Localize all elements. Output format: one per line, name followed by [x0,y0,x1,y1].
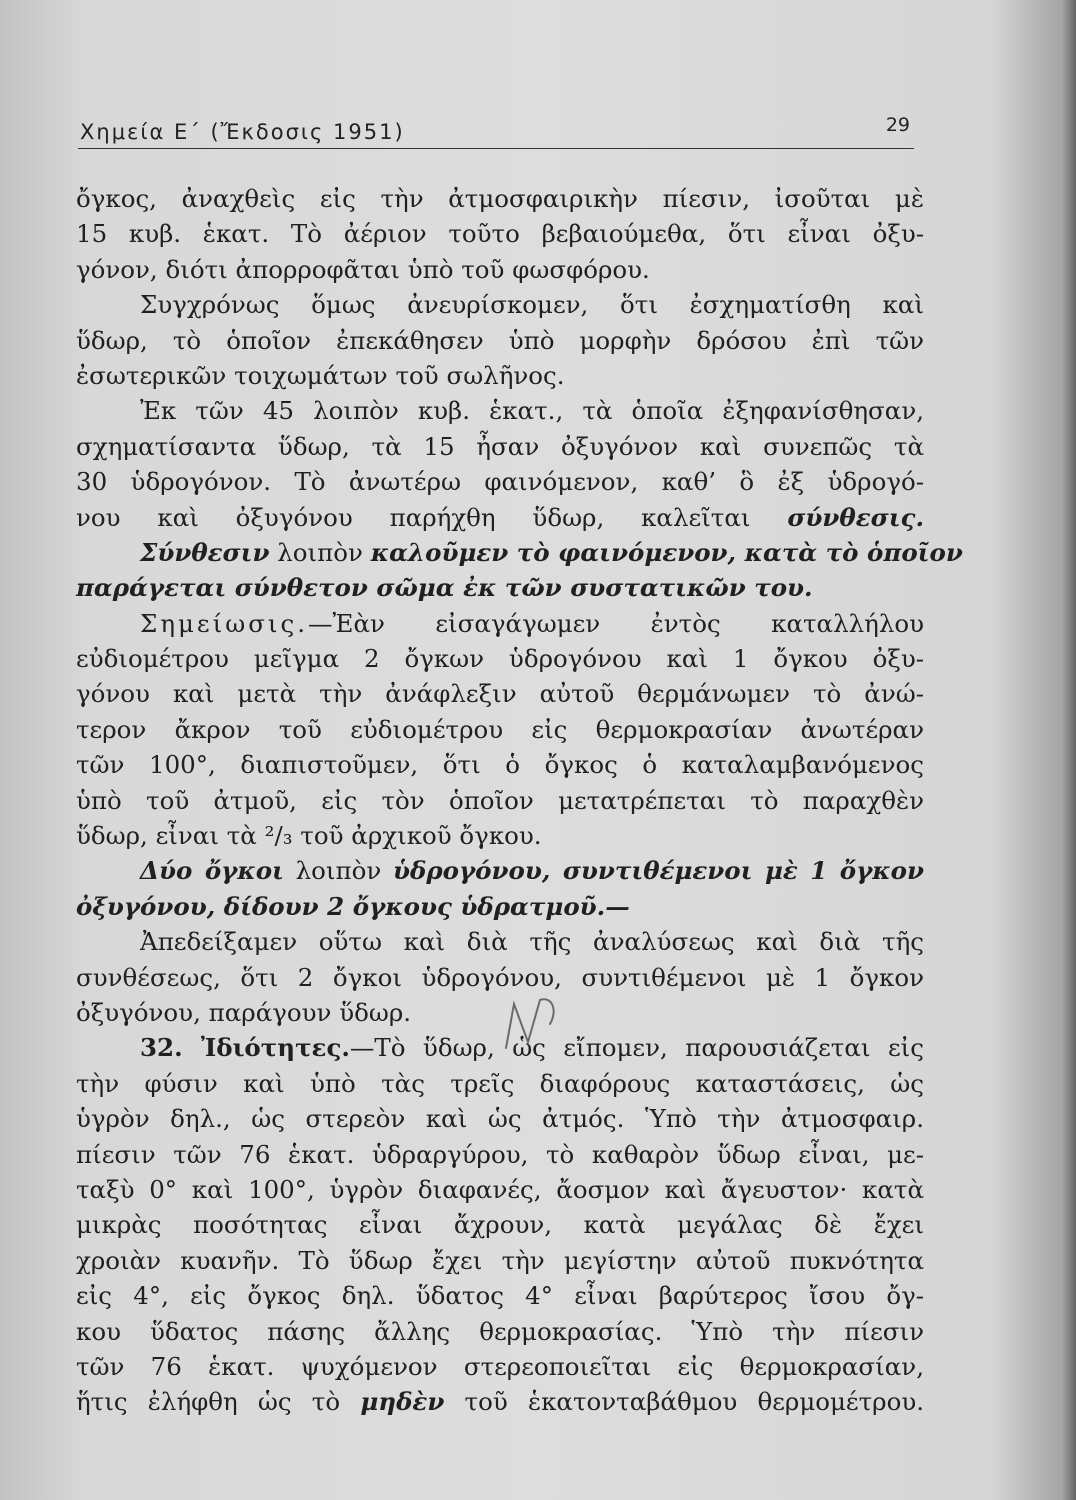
text-line: εἰς 4°, εἰς ὄγκος δηλ. ὕδατος 4° εἶναι βαρύτερος ἴσου ὄγ- [76,1281,924,1311]
text-line: ὑπὸ τοῦ ἀτμοῦ, εἰς τὸν ὁποῖον μετατρέπεται τὸ παραχθὲν [76,785,924,815]
term-synthesin: Σύνθεσιν [140,537,270,567]
rule-line: ὀξυγόνου, δίδουν 2 ὄγκους ὑδρατμοῦ.— [76,891,630,921]
text-line: Ἐκ τῶν 45 λοιπὸν κυβ. ἑκατ., τὰ ὁποῖα ἐξηφανίσθησαν, [140,396,924,426]
text-line: τῶν 100°, διαπιστοῦμεν, ὅτι ὁ ὄγκος ὁ καταλαμβανόμενος [76,750,924,780]
note-heading: Σημείωσις. [140,608,309,638]
page-number: 29 [885,114,910,136]
text-fragment: λοιπὸν [295,856,382,886]
running-title: Χημεία Ε΄ (Ἔκδοσις 1951) [80,120,405,144]
note-line [76,606,924,641]
section-heading: 32. Ἰδιότητες. [140,1033,350,1063]
text-line: ταξὺ 0° καὶ 100°, ὑγρὸν διαφανές, ἄοσμον καὶ ἄγευστον· κατὰ [76,1174,924,1204]
rule-line [76,853,924,888]
text-line [76,1384,924,1419]
text-line: ὕδωρ, εἶναι τὰ ²/₃ τοῦ ἀρχικοῦ ὄγκου. [76,821,542,851]
text-line: Συγχρόνως ὅμως ἀνευρίσκομεν, ὅτι ἐσχηματίσθη καὶ [140,290,924,320]
text-line: τὴν φύσιν καὶ ὑπὸ τὰς τρεῖς διαφόρους καταστάσεις, ὡς [76,1068,924,1098]
rule-text: Δύο ὄγκοι [140,856,284,886]
text-line: ἐσωτερικῶν τοιχωμάτων τοῦ σωλῆνος. [76,360,565,390]
text-line: τῶν 76 ἑκατ. ψυχόμενον στερεοποιεῖται εἰς θερμοκρασίαν, [76,1351,924,1381]
pencil-mark [492,990,562,1060]
text-line: 30 ὑδρογόνον. Τὸ ἀνωτέρω φαινόμενον, καθ’ ὃ ἐξ ὑδρογό- [76,467,924,497]
text-line: Ἀπεδείξαμεν οὕτω καὶ διὰ τῆς ἀναλύσεως καὶ διὰ τῆς [140,927,924,957]
text-line: 15 κυβ. ἑκατ. Τὸ ἀέριον τοῦτο βεβαιούμεθα, ὅτι εἶναι ὀξυ- [76,219,924,249]
text-line: ὀξυγόνου, παράγουν ὕδωρ. [76,997,412,1027]
rule-text: ὑδρογόνου, συντιθέμενοι μὲ 1 ὄγκον [393,856,924,886]
text-line: πίεσιν τῶν 76 ἑκατ. ὑδραργύρου, τὸ καθαρὸν ὕδωρ εἶναι, με- [76,1139,924,1169]
text-line [76,500,924,535]
text-line: συνθέσεως, ὅτι 2 ὄγκοι ὑδρογόνου, συντιθέμενοι μὲ 1 ὄγκον [76,962,924,992]
definition-line: παράγεται σύνθετον σῶμα ἐκ τῶν συστατικῶν του. [76,573,813,603]
page-header [78,114,914,149]
text-line: ὑγρὸν δηλ., ὡς στερεὸν καὶ ὡς ἀτμός. Ὑπὸ τὴν ἀτμοσφαιρ. [76,1104,924,1134]
term-synthesis: σύνθεσις. [787,502,924,532]
text-line: κου ὕδατος πάσης ἄλλης θερμοκρασίας. Ὑπὸ τὴν πίεσιν [76,1316,924,1346]
text-fragment: νου καὶ ὀξυγόνου παρήχθη ὕδωρ, καλεῖται [76,502,751,532]
text-line: γόνον, διότι ἀπορροφᾶται ὑπὸ τοῦ φωσφόρου. [76,254,650,284]
page-edge-shadow [1062,0,1076,1500]
body-text [76,181,963,1420]
text-line: τερον ἄκρον τοῦ εὐδιομέτρου εἰς θερμοκρασίαν ἀνωτέραν [76,714,924,744]
text-line: μικρὰς ποσότητας εἶναι ἄχρουν, κατὰ μεγάλας δὲ ἔχει [76,1210,924,1240]
text-fragment: λοιπὸν [277,537,363,567]
text-fragment: —Ἐὰν εἰσαγάγωμεν ἐντὸς καταλλήλου [308,608,924,638]
text-line: εὐδιομέτρου μεῖγμα 2 ὄγκων ὑδρογόνου καὶ 1 ὄγκου ὀξυ- [76,644,924,674]
text-line: ὕδωρ, τὸ ὁποῖον ἐπεκάθησεν ὑπὸ μορφὴν δρόσου ἐπὶ τῶν [76,325,924,355]
text-fragment: τοῦ ἑκατονταβάθμου θερμομέτρου. [464,1387,925,1417]
text-line: σχηματίσαντα ὕδωρ, τὰ 15 ἦσαν ὀξυγόνον καὶ συνεπῶς τὰ [76,431,924,461]
text-line: ὄγκος, ἀναχθεὶς εἰς τὴν ἀτμοσφαιρικὴν πίεσιν, ἰσοῦται μὲ [76,184,924,213]
definition-text: καλοῦμεν τὸ φαινόμενον, κατὰ τὸ ὁποῖον [370,537,963,567]
text-fragment: —Τὸ ὕδωρ, ὡς εἴπομεν, παρουσιάζεται εἰς [349,1033,924,1063]
text-fragment: ἥτις ἐλήφθη ὡς τὸ [76,1387,341,1417]
term-zero: μηδὲν [360,1387,445,1417]
text-line: γόνου καὶ μετὰ τὴν ἀνάφλεξιν αὐτοῦ θερμάνωμεν τὸ ἀνώ- [76,679,924,709]
definition-line [76,535,963,570]
text-line: χροιὰν κυανῆν. Τὸ ὕδωρ ἔχει τὴν μεγίστην αὐτοῦ πυκνότητα [76,1245,924,1275]
